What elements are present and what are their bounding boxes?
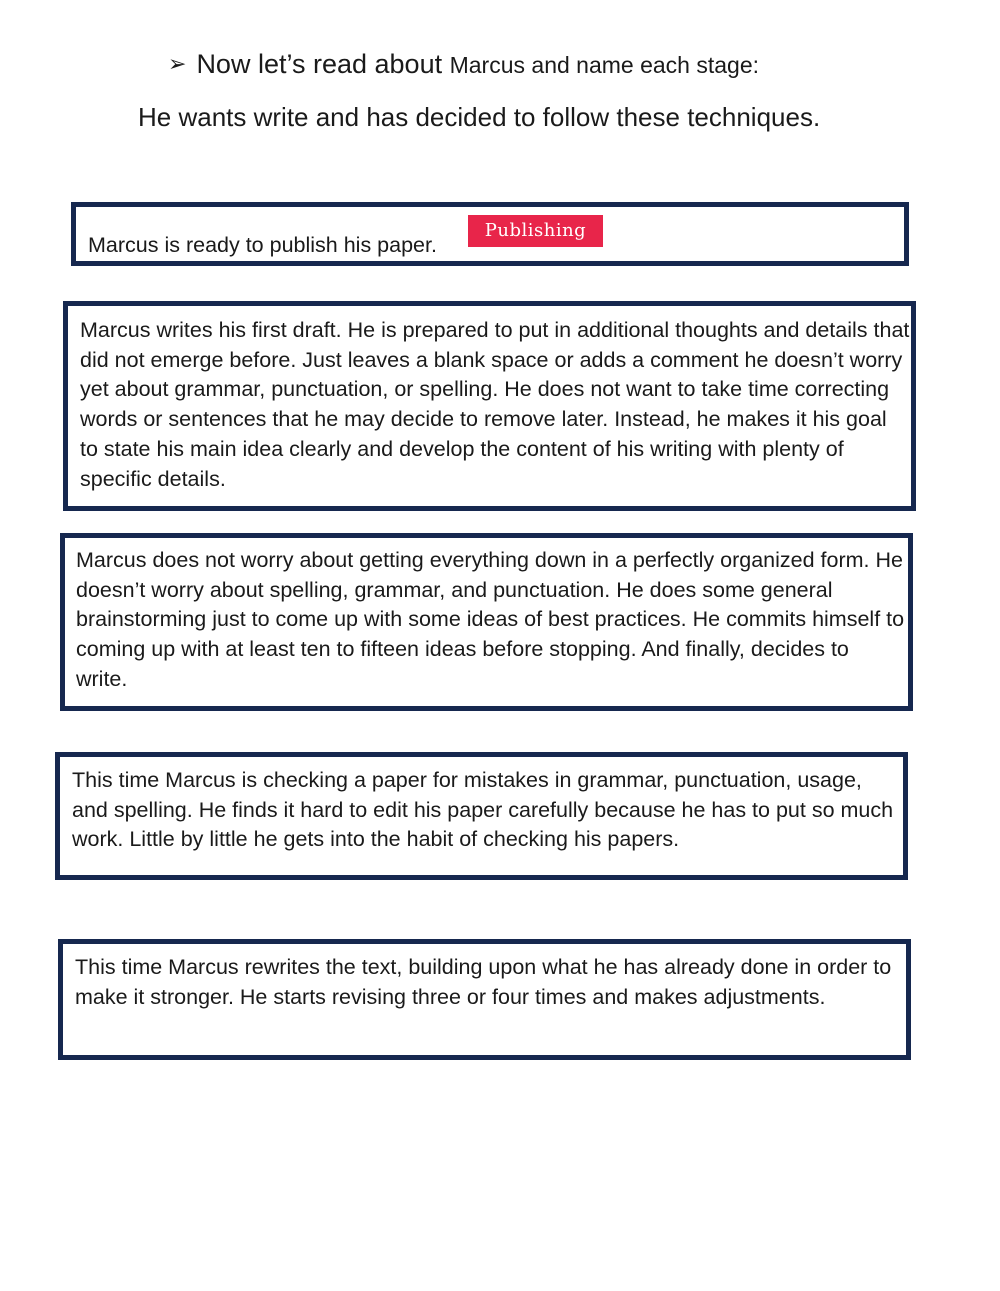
stage-box-prewriting — [60, 533, 913, 711]
stage-box-revising — [58, 939, 911, 1060]
instruction-line — [168, 44, 759, 86]
stage-description: Marcus is ready to publish his paper. — [88, 233, 437, 257]
instruction-lead: Now let’s read about — [196, 49, 443, 79]
stage-box-drafting — [63, 301, 916, 511]
stage-box-editing — [55, 752, 908, 880]
stage-description: Marcus does not worry about getting everything down in a perfectly organized form. He doesn’t worry about spelling, grammar, and punctuation. He does some general brainstorming just to come up with some ideas of best practices. He commits himself to coming up with at least ten to fifteen ideas before stopping. And finally, decides to write. — [76, 548, 905, 691]
stage-answer-tag[interactable]: Publishing — [468, 215, 603, 247]
subtitle: He wants write and has decided to follow these techniques. — [138, 102, 821, 132]
stage-description: This time Marcus is checking a paper for mistakes in grammar, punctuation, usage, and spelling. He finds it hard to edit his paper carefully because he has to put so much work. Little by little he gets into the habit of checking his papers. — [72, 768, 894, 852]
instruction-tail: Marcus and name each stage: — [449, 52, 760, 78]
stage-box-publishing — [71, 202, 909, 266]
bullet-arrow-icon: ➢ — [168, 51, 187, 76]
stage-description: This time Marcus rewrites the text, building upon what he has already done in order to make it stronger. He starts revising three or four times and makes adjustments. — [75, 955, 892, 1009]
stage-description: Marcus writes his first draft. He is prepared to put in additional thoughts and details that did not emerge before. Just leaves a blank space or adds a comment he doesn’t worry yet about grammar, punctuation, or spelling. He does not want to take time correcting words or sentences that he may decide to remove later. Instead, he makes it his goal to state his main idea clearly and develop the content of his writing with plenty of specific details. — [80, 318, 910, 491]
